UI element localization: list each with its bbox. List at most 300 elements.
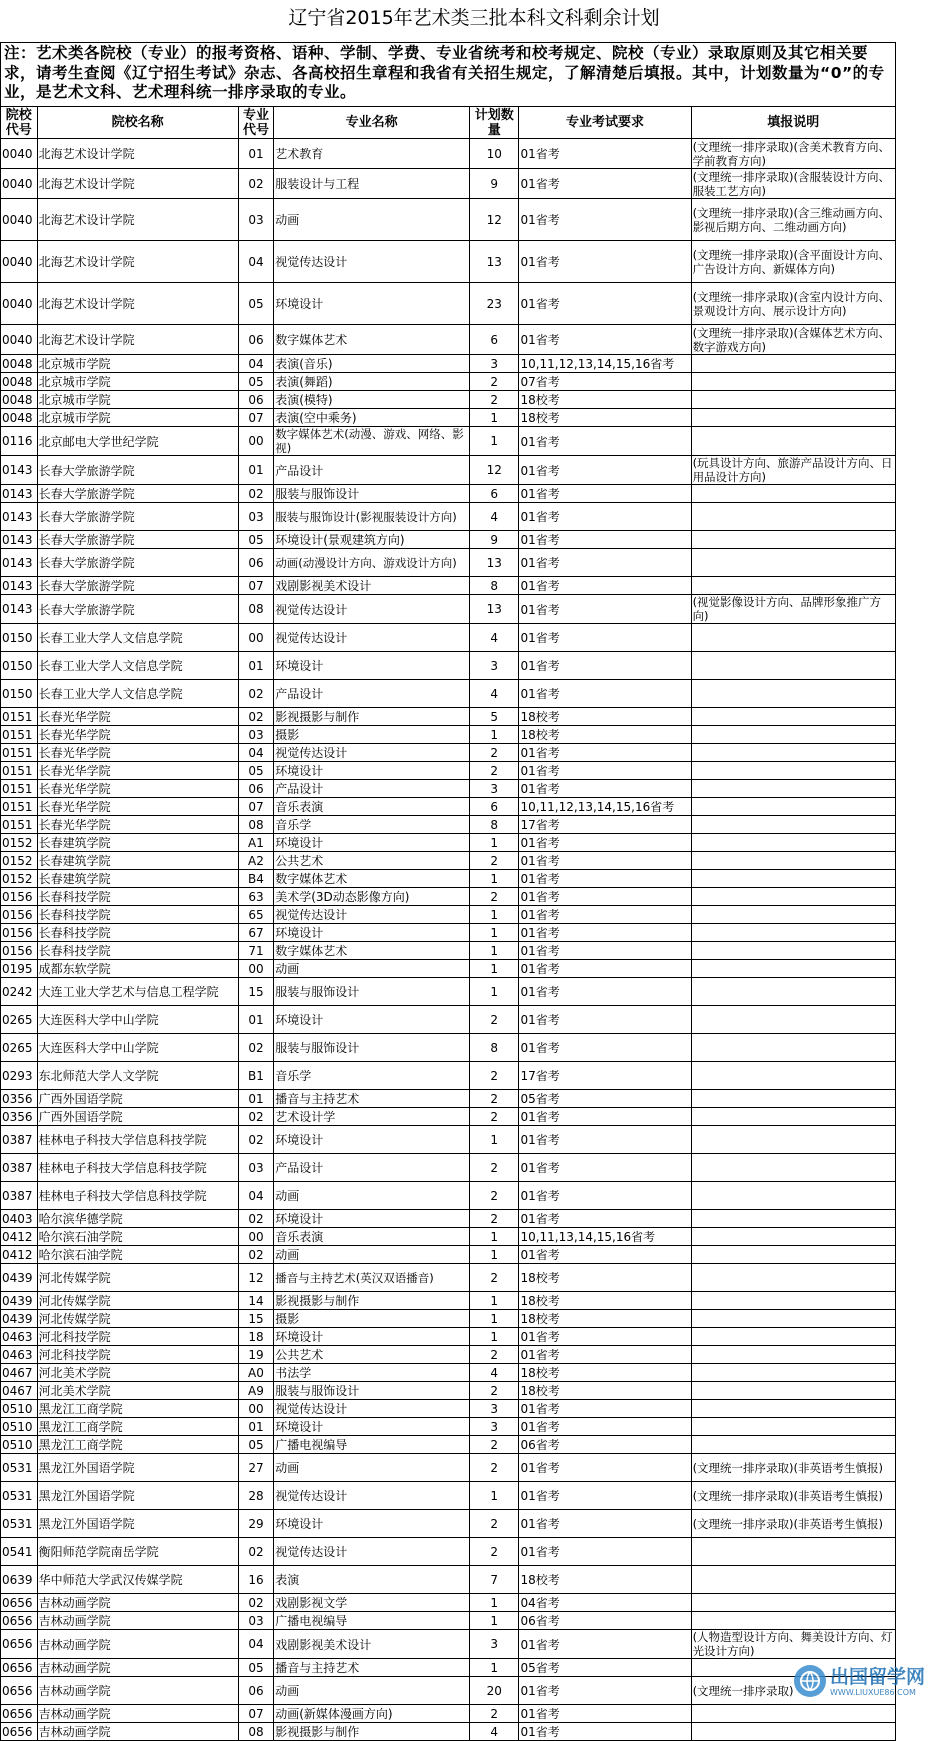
- cell-major-code: 00: [238, 624, 273, 652]
- cell-major-code: 00: [238, 1400, 273, 1418]
- cell-major-code: 03: [238, 503, 273, 531]
- header-remarks: 填报说明: [691, 107, 895, 139]
- table-row: [1, 1538, 896, 1566]
- cell-exam-req: 01省考: [519, 325, 691, 355]
- cell-remarks: [691, 1310, 895, 1328]
- cell-school-name: 河北传媒学院: [37, 1264, 238, 1292]
- cell-major-code: 02: [238, 1108, 273, 1126]
- cell-major-name: 视觉传达设计: [274, 1400, 470, 1418]
- table-row: [1, 409, 896, 427]
- cell-remarks: [691, 549, 895, 577]
- table-row: [1, 1090, 896, 1108]
- cell-school-name: 北京邮电大学世纪学院: [37, 427, 238, 456]
- cell-plan-count: 2: [469, 744, 518, 762]
- cell-major-code: 02: [238, 485, 273, 503]
- cell-major-code: 03: [238, 199, 273, 241]
- cell-major-code: 00: [238, 427, 273, 456]
- cell-exam-req: 17省考: [519, 816, 691, 834]
- table-row: [1, 924, 896, 942]
- cell-major-name: 影视摄影与制作: [274, 1723, 470, 1741]
- cell-school-name: 衡阳师范学院南岳学院: [37, 1538, 238, 1566]
- table-row: [1, 1108, 896, 1126]
- cell-plan-count: 20: [469, 1677, 518, 1705]
- cell-major-code: A0: [238, 1364, 273, 1382]
- cell-exam-req: 01省考: [519, 577, 691, 595]
- cell-remarks: [691, 652, 895, 680]
- cell-school-code: 0048: [1, 373, 38, 391]
- table-row: [1, 1182, 896, 1210]
- table-row: [1, 1310, 896, 1328]
- cell-major-code: 06: [238, 780, 273, 798]
- cell-major-name: 书法学: [274, 1364, 470, 1382]
- cell-major-name: 摄影: [274, 726, 470, 744]
- cell-major-name: 环境设计(景观建筑方向): [274, 531, 470, 549]
- cell-exam-req: 01省考: [519, 1510, 691, 1538]
- cell-exam-req: 01省考: [519, 595, 691, 624]
- cell-plan-count: 1: [469, 978, 518, 1006]
- cell-major-code: 71: [238, 942, 273, 960]
- cell-remarks: [691, 1090, 895, 1108]
- cell-plan-count: 13: [469, 241, 518, 283]
- cell-school-code: 0387: [1, 1154, 38, 1182]
- table-row: [1, 1328, 896, 1346]
- table-row: [1, 325, 896, 355]
- cell-school-code: 0656: [1, 1630, 38, 1659]
- cell-remarks: (文理统一排序录取)(非英语考生慎报): [691, 1454, 895, 1482]
- cell-exam-req: 01省考: [519, 942, 691, 960]
- cell-remarks: [691, 1594, 895, 1612]
- cell-school-code: 0143: [1, 577, 38, 595]
- cell-school-name: 长春工业大学人文信息学院: [37, 680, 238, 708]
- cell-school-name: 长春光华学院: [37, 780, 238, 798]
- cell-plan-count: 4: [469, 624, 518, 652]
- cell-school-code: 0356: [1, 1090, 38, 1108]
- cell-plan-count: 6: [469, 325, 518, 355]
- cell-plan-count: 1: [469, 1594, 518, 1612]
- cell-major-name: 表演(舞蹈): [274, 373, 470, 391]
- cell-major-name: 数字媒体艺术: [274, 942, 470, 960]
- cell-plan-count: 2: [469, 1538, 518, 1566]
- cell-remarks: [691, 1538, 895, 1566]
- globe-logo-icon: [794, 1665, 826, 1697]
- cell-plan-count: 1: [469, 1228, 518, 1246]
- cell-exam-req: 01省考: [519, 780, 691, 798]
- cell-school-code: 0356: [1, 1108, 38, 1126]
- table-row: [1, 1126, 896, 1154]
- table-row: [1, 1723, 896, 1741]
- table-row: [1, 744, 896, 762]
- cell-school-code: 0531: [1, 1454, 38, 1482]
- cell-plan-count: 1: [469, 906, 518, 924]
- cell-remarks: [691, 391, 895, 409]
- cell-major-name: 环境设计: [274, 1510, 470, 1538]
- cell-school-code: 0265: [1, 1034, 38, 1062]
- cell-exam-req: 01省考: [519, 139, 691, 169]
- cell-remarks: [691, 906, 895, 924]
- cell-major-name: 表演(空中乘务): [274, 409, 470, 427]
- cell-school-code: 0439: [1, 1310, 38, 1328]
- cell-remarks: [691, 485, 895, 503]
- cell-major-code: 65: [238, 906, 273, 924]
- table-row: [1, 391, 896, 409]
- cell-major-code: 19: [238, 1346, 273, 1364]
- cell-major-code: 06: [238, 1677, 273, 1705]
- cell-exam-req: 05省考: [519, 1090, 691, 1108]
- table-row: [1, 549, 896, 577]
- cell-exam-req: 17省考: [519, 1062, 691, 1090]
- cell-school-name: 北海艺术设计学院: [37, 241, 238, 283]
- cell-school-name: 长春光华学院: [37, 744, 238, 762]
- table-header-row: [1, 107, 896, 139]
- cell-school-code: 0151: [1, 726, 38, 744]
- cell-school-code: 0048: [1, 409, 38, 427]
- table-row: [1, 1566, 896, 1594]
- cell-remarks: [691, 798, 895, 816]
- cell-plan-count: 9: [469, 169, 518, 199]
- cell-major-name: 数字媒体艺术: [274, 325, 470, 355]
- cell-plan-count: 2: [469, 1264, 518, 1292]
- cell-major-code: 02: [238, 1538, 273, 1566]
- cell-major-code: 02: [238, 1210, 273, 1228]
- cell-remarks: [691, 780, 895, 798]
- cell-school-name: 北京城市学院: [37, 409, 238, 427]
- cell-major-name: 动画: [274, 1246, 470, 1264]
- cell-school-code: 0463: [1, 1328, 38, 1346]
- cell-school-name: 大连医科大学中山学院: [37, 1006, 238, 1034]
- table-row: [1, 942, 896, 960]
- cell-remarks: [691, 427, 895, 456]
- cell-remarks: [691, 888, 895, 906]
- cell-major-name: 美术学(3D动态影像方向): [274, 888, 470, 906]
- cell-exam-req: 18校考: [519, 1566, 691, 1594]
- cell-school-name: 黑龙江外国语学院: [37, 1454, 238, 1482]
- cell-plan-count: 1: [469, 1126, 518, 1154]
- table-row: [1, 798, 896, 816]
- cell-major-name: 摄影: [274, 1310, 470, 1328]
- cell-plan-count: 23: [469, 283, 518, 325]
- cell-remarks: [691, 1612, 895, 1630]
- cell-major-name: 动画(动漫设计方向、游戏设计方向): [274, 549, 470, 577]
- cell-remarks: (人物造型设计方向、舞美设计方向、灯光设计方向): [691, 1630, 895, 1659]
- cell-plan-count: 1: [469, 1612, 518, 1630]
- cell-school-name: 长春建筑学院: [37, 870, 238, 888]
- cell-school-name: 长春光华学院: [37, 816, 238, 834]
- cell-exam-req: 01省考: [519, 888, 691, 906]
- table-row: [1, 503, 896, 531]
- cell-major-name: 环境设计: [274, 1126, 470, 1154]
- cell-major-name: 视觉传达设计: [274, 744, 470, 762]
- cell-exam-req: 01省考: [519, 1182, 691, 1210]
- cell-school-name: 长春科技学院: [37, 906, 238, 924]
- table-row: [1, 1436, 896, 1454]
- cell-remarks: (文理统一排序录取)(含服装设计方向、服装工艺方向): [691, 169, 895, 199]
- cell-exam-req: 01省考: [519, 680, 691, 708]
- table-row: [1, 1659, 896, 1677]
- cell-school-name: 广西外国语学院: [37, 1090, 238, 1108]
- cell-exam-req: 01省考: [519, 1482, 691, 1510]
- table-row: [1, 355, 896, 373]
- cell-major-code: A2: [238, 852, 273, 870]
- cell-school-name: 吉林动画学院: [37, 1630, 238, 1659]
- cell-major-name: 广播电视编导: [274, 1436, 470, 1454]
- cell-plan-count: 2: [469, 1454, 518, 1482]
- cell-major-code: 00: [238, 1228, 273, 1246]
- cell-major-name: 数字媒体艺术(动漫、游戏、网络、影视): [274, 427, 470, 456]
- cell-major-code: 03: [238, 1612, 273, 1630]
- table-row: [1, 1246, 896, 1264]
- cell-school-name: 黑龙江外国语学院: [37, 1510, 238, 1538]
- cell-school-code: 0387: [1, 1126, 38, 1154]
- cell-major-name: 表演: [274, 1566, 470, 1594]
- cell-exam-req: 10,11,12,13,14,15,16省考: [519, 798, 691, 816]
- cell-plan-count: 3: [469, 1418, 518, 1436]
- cell-exam-req: 18校考: [519, 1382, 691, 1400]
- cell-remarks: [691, 924, 895, 942]
- table-row: [1, 1382, 896, 1400]
- cell-school-code: 0656: [1, 1677, 38, 1705]
- cell-remarks: (文理统一排序录取)(非英语考生慎报): [691, 1510, 895, 1538]
- cell-exam-req: 18校考: [519, 1292, 691, 1310]
- cell-school-name: 吉林动画学院: [37, 1659, 238, 1677]
- cell-exam-req: 01省考: [519, 1154, 691, 1182]
- cell-school-code: 0151: [1, 798, 38, 816]
- cell-remarks: [691, 531, 895, 549]
- page-title: 辽宁省2015年艺术类三批本科文科剩余计划: [288, 7, 660, 29]
- cell-exam-req: 01省考: [519, 960, 691, 978]
- cell-plan-count: 2: [469, 1210, 518, 1228]
- cell-exam-req: 01省考: [519, 1630, 691, 1659]
- cell-exam-req: 01省考: [519, 1328, 691, 1346]
- table-row: [1, 595, 896, 624]
- cell-school-name: 北京城市学院: [37, 391, 238, 409]
- table-row: [1, 1454, 896, 1482]
- cell-remarks: (文理统一排序录取)(含媒体艺术方向、数字游戏方向): [691, 325, 895, 355]
- cell-remarks: [691, 1364, 895, 1382]
- cell-exam-req: 01省考: [519, 1723, 691, 1741]
- table-row: [1, 139, 896, 169]
- cell-major-name: 动画: [274, 1454, 470, 1482]
- cell-school-name: 北海艺术设计学院: [37, 169, 238, 199]
- table-row: [1, 1705, 896, 1723]
- cell-school-code: 0541: [1, 1538, 38, 1566]
- cell-major-code: 06: [238, 325, 273, 355]
- cell-major-code: 16: [238, 1566, 273, 1594]
- cell-major-code: 12: [238, 1264, 273, 1292]
- cell-exam-req: 01省考: [519, 834, 691, 852]
- cell-school-code: 0156: [1, 942, 38, 960]
- cell-major-code: 63: [238, 888, 273, 906]
- cell-major-code: 15: [238, 978, 273, 1006]
- cell-exam-req: 01省考: [519, 906, 691, 924]
- cell-major-name: 环境设计: [274, 834, 470, 852]
- table-row: [1, 1630, 896, 1659]
- table-row: [1, 485, 896, 503]
- cell-school-code: 0510: [1, 1400, 38, 1418]
- cell-major-name: 环境设计: [274, 762, 470, 780]
- cell-remarks: [691, 1228, 895, 1246]
- cell-plan-count: 9: [469, 531, 518, 549]
- table-row: [1, 1594, 896, 1612]
- table-row: [1, 169, 896, 199]
- cell-plan-count: 2: [469, 1705, 518, 1723]
- cell-major-name: 影视摄影与制作: [274, 708, 470, 726]
- cell-major-code: 04: [238, 744, 273, 762]
- cell-plan-count: 3: [469, 780, 518, 798]
- table-row: [1, 870, 896, 888]
- table-row: [1, 1364, 896, 1382]
- cell-exam-req: 10,11,12,13,14,15,16省考: [519, 355, 691, 373]
- watermark-brand: 出国留学网: [830, 1665, 926, 1688]
- cell-plan-count: 4: [469, 680, 518, 708]
- cell-school-name: 长春工业大学人文信息学院: [37, 624, 238, 652]
- cell-exam-req: 18校考: [519, 1364, 691, 1382]
- cell-major-code: 29: [238, 1510, 273, 1538]
- cell-major-code: 02: [238, 708, 273, 726]
- cell-plan-count: 3: [469, 1400, 518, 1418]
- header-plan-count: 计划数量: [469, 107, 518, 139]
- cell-remarks: [691, 624, 895, 652]
- cell-remarks: [691, 1705, 895, 1723]
- header-school-code: 院校代号: [1, 107, 38, 139]
- cell-plan-count: 10: [469, 139, 518, 169]
- cell-major-code: 07: [238, 798, 273, 816]
- cell-exam-req: 01省考: [519, 852, 691, 870]
- table-row: [1, 680, 896, 708]
- cell-remarks: (文理统一排序录取)(非英语考生慎报): [691, 1482, 895, 1510]
- cell-plan-count: 6: [469, 798, 518, 816]
- cell-school-code: 0510: [1, 1418, 38, 1436]
- cell-school-name: 长春科技学院: [37, 888, 238, 906]
- cell-school-code: 0151: [1, 744, 38, 762]
- cell-major-code: 15: [238, 1310, 273, 1328]
- cell-remarks: [691, 680, 895, 708]
- cell-school-code: 0151: [1, 780, 38, 798]
- cell-major-name: 服装与服饰设计: [274, 978, 470, 1006]
- cell-plan-count: 1: [469, 1292, 518, 1310]
- cell-major-name: 公共艺术: [274, 852, 470, 870]
- table-row: [1, 1677, 896, 1705]
- cell-school-code: 0656: [1, 1612, 38, 1630]
- cell-school-name: 黑龙江工商学院: [37, 1400, 238, 1418]
- cell-school-name: 长春科技学院: [37, 924, 238, 942]
- cell-major-name: 音乐学: [274, 816, 470, 834]
- cell-major-code: 01: [238, 139, 273, 169]
- cell-major-name: 环境设计: [274, 924, 470, 942]
- cell-major-code: 06: [238, 391, 273, 409]
- cell-school-code: 0151: [1, 816, 38, 834]
- cell-major-code: 01: [238, 1090, 273, 1108]
- cell-school-code: 0195: [1, 960, 38, 978]
- cell-school-code: 0439: [1, 1292, 38, 1310]
- cell-exam-req: 01省考: [519, 1705, 691, 1723]
- cell-school-name: 长春光华学院: [37, 798, 238, 816]
- cell-major-code: 08: [238, 1723, 273, 1741]
- cell-major-code: 01: [238, 456, 273, 485]
- cell-school-code: 0656: [1, 1659, 38, 1677]
- cell-school-code: 0143: [1, 531, 38, 549]
- cell-major-code: 14: [238, 1292, 273, 1310]
- cell-plan-count: 1: [469, 960, 518, 978]
- cell-school-name: 河北美术学院: [37, 1364, 238, 1382]
- cell-plan-count: 8: [469, 577, 518, 595]
- cell-school-code: 0152: [1, 834, 38, 852]
- cell-exam-req: 01省考: [519, 1400, 691, 1418]
- cell-remarks: [691, 1210, 895, 1228]
- cell-school-name: 黑龙江工商学院: [37, 1436, 238, 1454]
- table-row: [1, 1482, 896, 1510]
- cell-school-name: 吉林动画学院: [37, 1594, 238, 1612]
- cell-school-code: 0150: [1, 652, 38, 680]
- cell-school-name: 长春光华学院: [37, 726, 238, 744]
- cell-school-name: 长春大学旅游学院: [37, 503, 238, 531]
- cell-remarks: (视觉影像设计方向、品牌形象推广方向): [691, 595, 895, 624]
- cell-major-code: 04: [238, 1182, 273, 1210]
- cell-major-code: 04: [238, 355, 273, 373]
- cell-school-code: 0656: [1, 1723, 38, 1741]
- cell-remarks: [691, 1034, 895, 1062]
- cell-school-code: 0040: [1, 325, 38, 355]
- cell-school-code: 0143: [1, 456, 38, 485]
- cell-exam-req: 01省考: [519, 1418, 691, 1436]
- header-major-code: 专业代号: [238, 107, 273, 139]
- cell-major-name: 戏剧影视美术设计: [274, 1630, 470, 1659]
- table-row: [1, 906, 896, 924]
- cell-plan-count: 3: [469, 355, 518, 373]
- cell-major-name: 环境设计: [274, 283, 470, 325]
- cell-school-name: 北海艺术设计学院: [37, 283, 238, 325]
- cell-major-name: 环境设计: [274, 1210, 470, 1228]
- cell-plan-count: 3: [469, 652, 518, 680]
- cell-plan-count: 1: [469, 1310, 518, 1328]
- cell-plan-count: 2: [469, 1062, 518, 1090]
- table-row: [1, 1612, 896, 1630]
- cell-plan-count: 2: [469, 373, 518, 391]
- cell-school-name: 哈尔滨华德学院: [37, 1210, 238, 1228]
- table-row: [1, 456, 896, 485]
- cell-exam-req: 01省考: [519, 427, 691, 456]
- cell-plan-count: 5: [469, 708, 518, 726]
- cell-major-name: 服装与服饰设计: [274, 485, 470, 503]
- cell-major-code: 05: [238, 373, 273, 391]
- cell-major-name: 播音与主持艺术(英汉双语播音): [274, 1264, 470, 1292]
- cell-remarks: [691, 1400, 895, 1418]
- cell-school-code: 0143: [1, 595, 38, 624]
- cell-plan-count: 2: [469, 391, 518, 409]
- cell-remarks: (文理统一排序录取)(含美术教育方向、学前教育方向): [691, 139, 895, 169]
- table-row: [1, 1228, 896, 1246]
- cell-school-code: 0040: [1, 169, 38, 199]
- cell-remarks: [691, 744, 895, 762]
- cell-plan-count: 1: [469, 427, 518, 456]
- cell-school-name: 长春大学旅游学院: [37, 577, 238, 595]
- cell-major-name: 数字媒体艺术: [274, 870, 470, 888]
- cell-remarks: [691, 1062, 895, 1090]
- table-row: [1, 1418, 896, 1436]
- cell-major-name: 动画: [274, 199, 470, 241]
- cell-major-code: 05: [238, 531, 273, 549]
- cell-plan-count: 8: [469, 1034, 518, 1062]
- cell-school-name: 吉林动画学院: [37, 1705, 238, 1723]
- cell-major-name: 产品设计: [274, 680, 470, 708]
- cell-major-code: 27: [238, 1454, 273, 1482]
- cell-plan-count: 2: [469, 1154, 518, 1182]
- cell-remarks: [691, 870, 895, 888]
- cell-school-name: 吉林动画学院: [37, 1677, 238, 1705]
- cell-plan-count: 12: [469, 199, 518, 241]
- cell-exam-req: 18校考: [519, 1310, 691, 1328]
- cell-plan-count: 1: [469, 1659, 518, 1677]
- cell-major-name: 表演(模特): [274, 391, 470, 409]
